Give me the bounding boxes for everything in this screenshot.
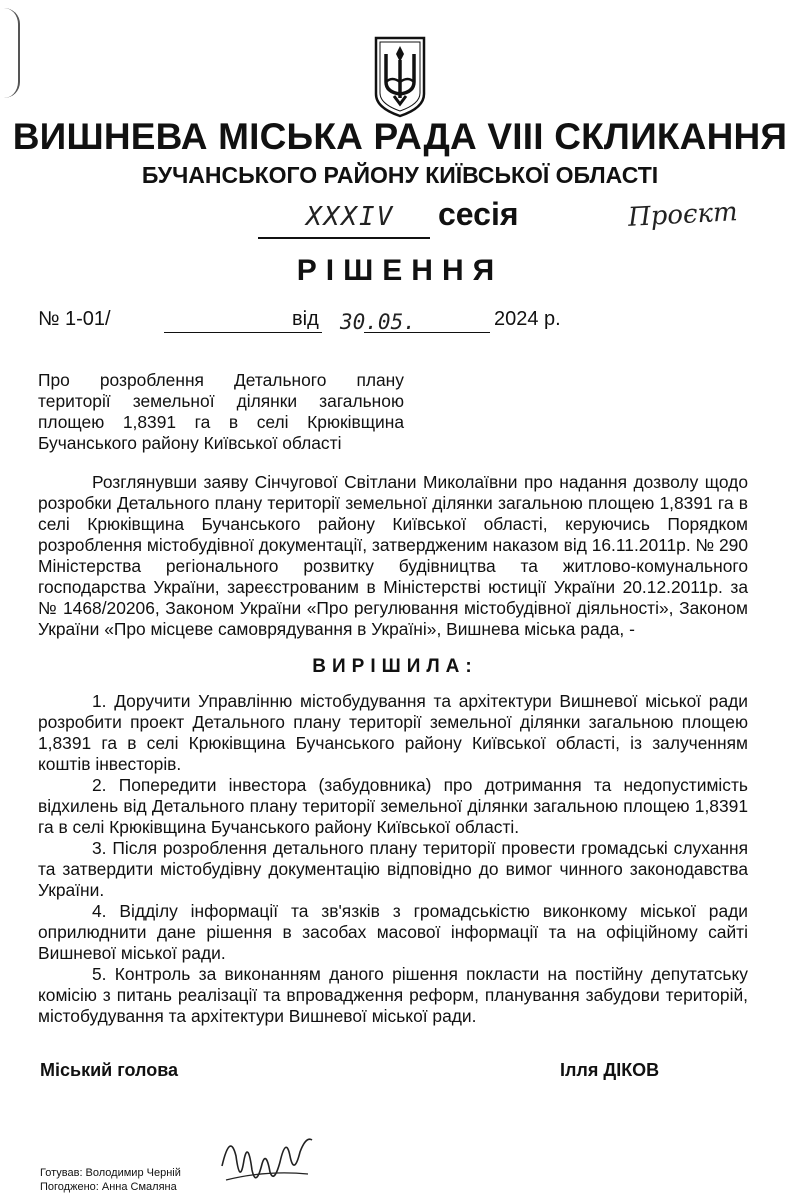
signer-title: Міський голова xyxy=(40,1060,179,1080)
decided-heading: ВИРІШИЛА: xyxy=(312,656,478,677)
handwritten-signature-icon xyxy=(216,1126,316,1196)
draft-note-handwritten: Проєкт xyxy=(627,197,739,233)
prepared-block xyxy=(40,1166,181,1194)
session-number-handwritten: XXXIV xyxy=(306,202,395,232)
decision-item: 3. Після розроблення детального плану території провести громадські слухання та затвердити містобудівну документацію відповідно до вимог чинного законодавства України. xyxy=(38,838,748,900)
prepared-by: Готував: Володимир Черній xyxy=(40,1167,181,1179)
decision-items xyxy=(38,691,748,1027)
decision-number-prefix: № 1-01/ xyxy=(38,308,111,330)
decision-item: 1. Доручити Управлінню містобудування та архітектури Вишневої міської ради розробити проект Детального плану території земельної ділянки загальною площею 1,8391 га в селі Крюківщина Бучанського району Київської області, із залученням коштів інвесторів. xyxy=(38,691,748,774)
decision-date-handwritten: 30.05. xyxy=(340,310,416,334)
date-from-label: від xyxy=(292,308,319,330)
decision-item: 5. Контроль за виконанням даного рішення покласти на постійну депутатську комісію з питань реалізації та впровадження реформ, планування забудови територій, містобудування та архітектури Вишневої міської ради. xyxy=(38,964,748,1026)
decision-subject: Про розроблення Детального плану території земельної ділянки загальною площею 1,8391 га в селі Крюківщина Бучанського району Київської області xyxy=(38,370,404,453)
trident-emblem-icon xyxy=(372,36,428,118)
council-subtitle: БУЧАНСЬКОГО РАЙОНУ КИЇВСЬКОЇ ОБЛАСТІ xyxy=(141,162,659,188)
signer-name: Ілля ДІКОВ xyxy=(560,1060,660,1080)
preamble-paragraph: Розглянувши заяву Сінчугової Світлани Миколаївни про надання дозволу щодо розробки Детального плану території земельної ділянки загальною площею 1,8391 га в селі Крюківщина Бучанського району Київської області, керуючись Порядком розроблення містобудівної документації, затвердженим наказом від 16.11.2011р. № 290 Міністерства регіонального розвитку будівництва та житлово-комунального господарства України, зареєстрованим в Міністерстві юстиції України 20.12.2011р. за № 1468/20206, Законом України «Про регулювання містобудівної діяльності», Законом України «Про місцеве самоврядування в Україні», Вишнева міська рада, - xyxy=(38,472,749,639)
decision-item: 4. Відділу інформації та зв'язків з громадськістю виконкому міської ради оприлюднити дане рішення в засобах масової інформації та на офіційному сайті Вишневої міської ради. xyxy=(38,901,748,963)
council-title: ВИШНЕВА МІСЬКА РАДА VIII СКЛИКАННЯ xyxy=(12,116,788,157)
document-type-heading: РІШЕННЯ xyxy=(296,254,504,287)
session-label: сесія xyxy=(438,196,519,232)
agreed-by: Погоджено: Анна Смаляна xyxy=(40,1181,177,1193)
decision-item: 2. Попередити інвестора (забудовника) про дотримання та недопустимість відхилень від Детального плану території земельної ділянки загальною площею 1,8391 га в селі Крюківщина Бучанського району Київської області. xyxy=(38,775,748,837)
scan-edge-mark xyxy=(4,8,20,98)
decision-year: 2024 р. xyxy=(494,308,561,330)
decision-number-blank xyxy=(164,332,322,333)
